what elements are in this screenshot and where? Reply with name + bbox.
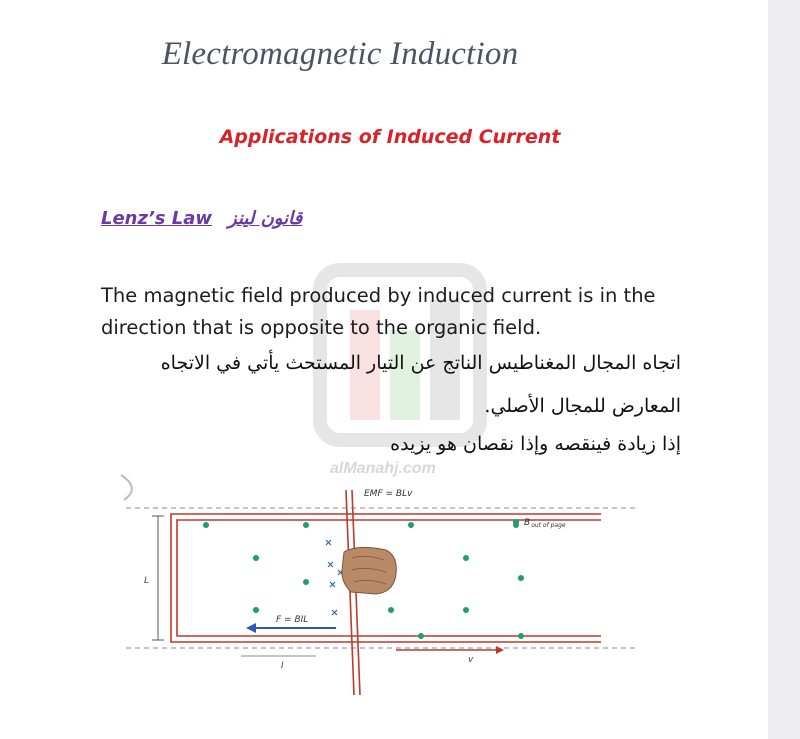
current-label: I	[281, 661, 284, 671]
arabic-line-1: اتجاه المجال المغناطيس الناتج عن التيار المستحث يأتي في الاتجاه	[160, 352, 681, 374]
page-subtitle: Applications of Induced Current	[219, 126, 561, 148]
section-heading-ar: قانون لينز	[228, 208, 303, 229]
lenz-law-paragraph: The magnetic field produced by induced current is in the direction that is opposite to the organic field.	[101, 284, 656, 339]
section-heading	[101, 208, 302, 229]
emf-label: EMF = BLv	[364, 489, 413, 499]
velocity-arrow	[396, 646, 504, 654]
hand-icon	[342, 547, 396, 594]
induction-diagram	[96, 470, 656, 700]
arabic-line-3: إذا زيادة فينقصه وإذا نقصان هو يزيده	[390, 433, 681, 455]
arabic-line-2: المعارض للمجال الأصلي.	[484, 395, 681, 417]
section-heading-en: Lenz’s Law	[101, 208, 213, 229]
decorative-curve	[121, 475, 132, 500]
watermark-text: alManahj.com	[330, 460, 436, 477]
length-label: L	[144, 576, 150, 586]
b-legend-dot	[513, 519, 519, 525]
b-field-label: $B_{out of page}$	[524, 518, 566, 529]
field-crosses	[326, 540, 343, 615]
page-title: Electromagnetic Induction	[161, 36, 519, 72]
velocity-label: v	[468, 655, 474, 665]
right-margin-strip	[768, 0, 800, 739]
force-label: F = BIL	[276, 615, 309, 625]
length-arrow	[152, 516, 164, 640]
